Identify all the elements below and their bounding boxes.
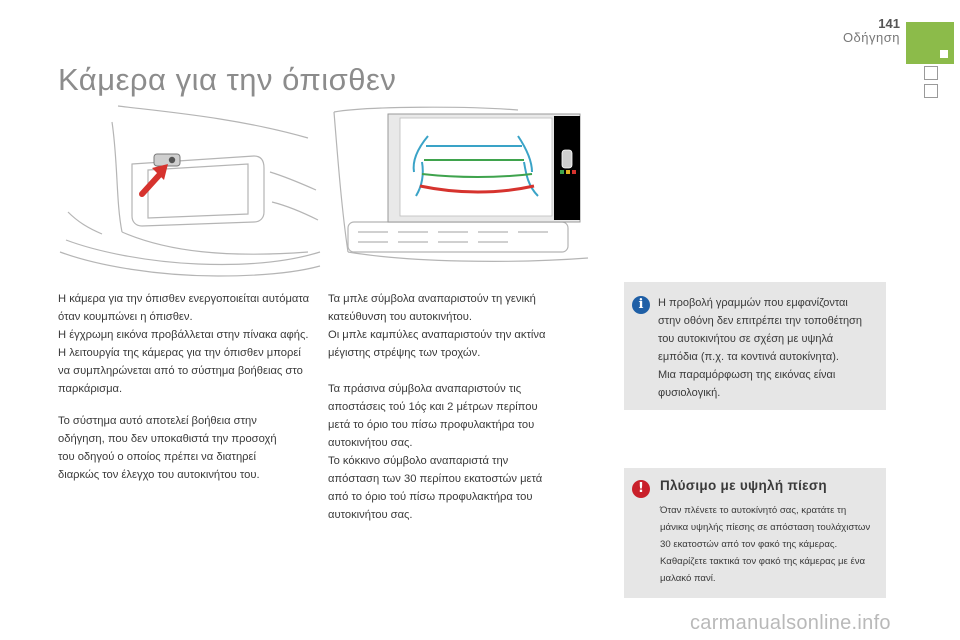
- rear-camera-location-illustration: [58, 102, 322, 278]
- text-line: Το σύστημα αυτό αποτελεί βοήθεια στην: [58, 415, 257, 427]
- text-line: αποστάσεις τού 1όç και 2 μέτρων περίπου: [328, 401, 538, 413]
- chapter-tab-active[interactable]: [906, 22, 954, 64]
- chapter-tab[interactable]: [924, 84, 938, 98]
- text-line: μέγιστης στρέψης των τροχών.: [328, 347, 481, 359]
- text-line: απόσταση των 30 περίπου εκατοστών μετά: [328, 473, 543, 485]
- text-line: Όταν πλένετε το αυτοκίνητό σας, κρατάτε τη: [660, 505, 847, 516]
- text-line: Τα μπλε σύμβολα αναπαριστούν τη γενική: [328, 293, 536, 305]
- text-line: του αυτοκινήτου σε σχέση με υψηλά: [658, 333, 834, 345]
- warning-icon: !: [632, 480, 650, 498]
- text-line: Το κόκκινο σύμβολο αναπαριστά την: [328, 455, 509, 467]
- column-middle: [328, 290, 593, 524]
- text-line: μετά το όριο του πίσω προφυλακτήρα του: [328, 419, 535, 431]
- text-line: εμπόδια (π.χ. τα κοντινά αυτοκίνητα).: [658, 351, 839, 363]
- text-line: όταν κουμπώνει η όπισθεν.: [58, 311, 193, 323]
- tab-marker: [940, 50, 948, 58]
- text-line: Καθαρίζετε τακτικά τον φακό της κάμερας με ένα: [660, 556, 866, 567]
- text-line: Μια παραμόρφωση της εικόνας είναι: [658, 369, 836, 381]
- watermark: carmanualsonline.info: [690, 612, 891, 634]
- info-note-box: [624, 282, 886, 410]
- text-line: του οδηγού ο οποίος πρέπει να διατηρεί: [58, 451, 257, 463]
- page-title: Κάμερα για την όπισθεν: [58, 62, 397, 97]
- text-line: από το όριο τού πίσω προφυλακτήρα του: [328, 491, 533, 503]
- info-icon: i: [632, 296, 650, 314]
- text-line: Η έγχρωμη εικόνα προβάλλεται στην πίνακα αφής.: [58, 329, 309, 341]
- column-left: [58, 290, 320, 484]
- page-number: 141: [878, 16, 900, 31]
- text-line: να συμπληρώνεται από το σύστημα βοήθειας στο: [58, 365, 303, 377]
- text-line: κατεύθυνση του αυτοκινήτου.: [328, 311, 473, 323]
- text-line: Οι μπλε καμπύλες αναπαριστούν την ακτίνα: [328, 329, 546, 341]
- section-name: Οδήγηση: [842, 30, 900, 45]
- warning-note-box: [624, 468, 886, 598]
- text-line: Η λειτουργία της κάμερας για την όπισθεν μπορεί: [58, 347, 301, 359]
- text-line: μάνικα υψηλής πίεσης σε απόσταση τουλάχιστων: [660, 522, 871, 533]
- camera-module: [154, 154, 180, 166]
- text-line: 30 εκατοστών από τον φακό της κάμερας.: [660, 539, 838, 550]
- chapter-tab[interactable]: [924, 66, 938, 80]
- text-line: Η κάμερα για την όπισθεν ενεργοποιείται αυτόματα: [58, 293, 310, 305]
- text-line: στην οθόνη δεν επιτρέπει την τοποθέτηση: [658, 315, 862, 327]
- pointer-arrow: [142, 164, 168, 194]
- text-line: οδήγηση, που δεν υποκαθιστά την προσοχή: [58, 433, 277, 445]
- warning-title: Πλύσιμο με υψηλή πίεση: [660, 478, 827, 493]
- text-line: αυτοκινήτου σας.: [328, 437, 413, 449]
- text-line: Τα πράσινα σύμβολα αναπαριστούν τις: [328, 383, 522, 395]
- text-line: παρκάρισμα.: [58, 383, 123, 395]
- text-line: Η προβολή γραμμών που εμφανίζονται: [658, 297, 848, 309]
- text-line: διαρκώς τον έλεγχο του αυτοκινήτου του.: [58, 469, 260, 481]
- text-line: μαλακό πανί.: [660, 573, 716, 584]
- camera-display-illustration: [328, 102, 594, 278]
- text-line: αυτοκινήτου σας.: [328, 509, 413, 521]
- text-line: φυσιολογική.: [658, 387, 721, 399]
